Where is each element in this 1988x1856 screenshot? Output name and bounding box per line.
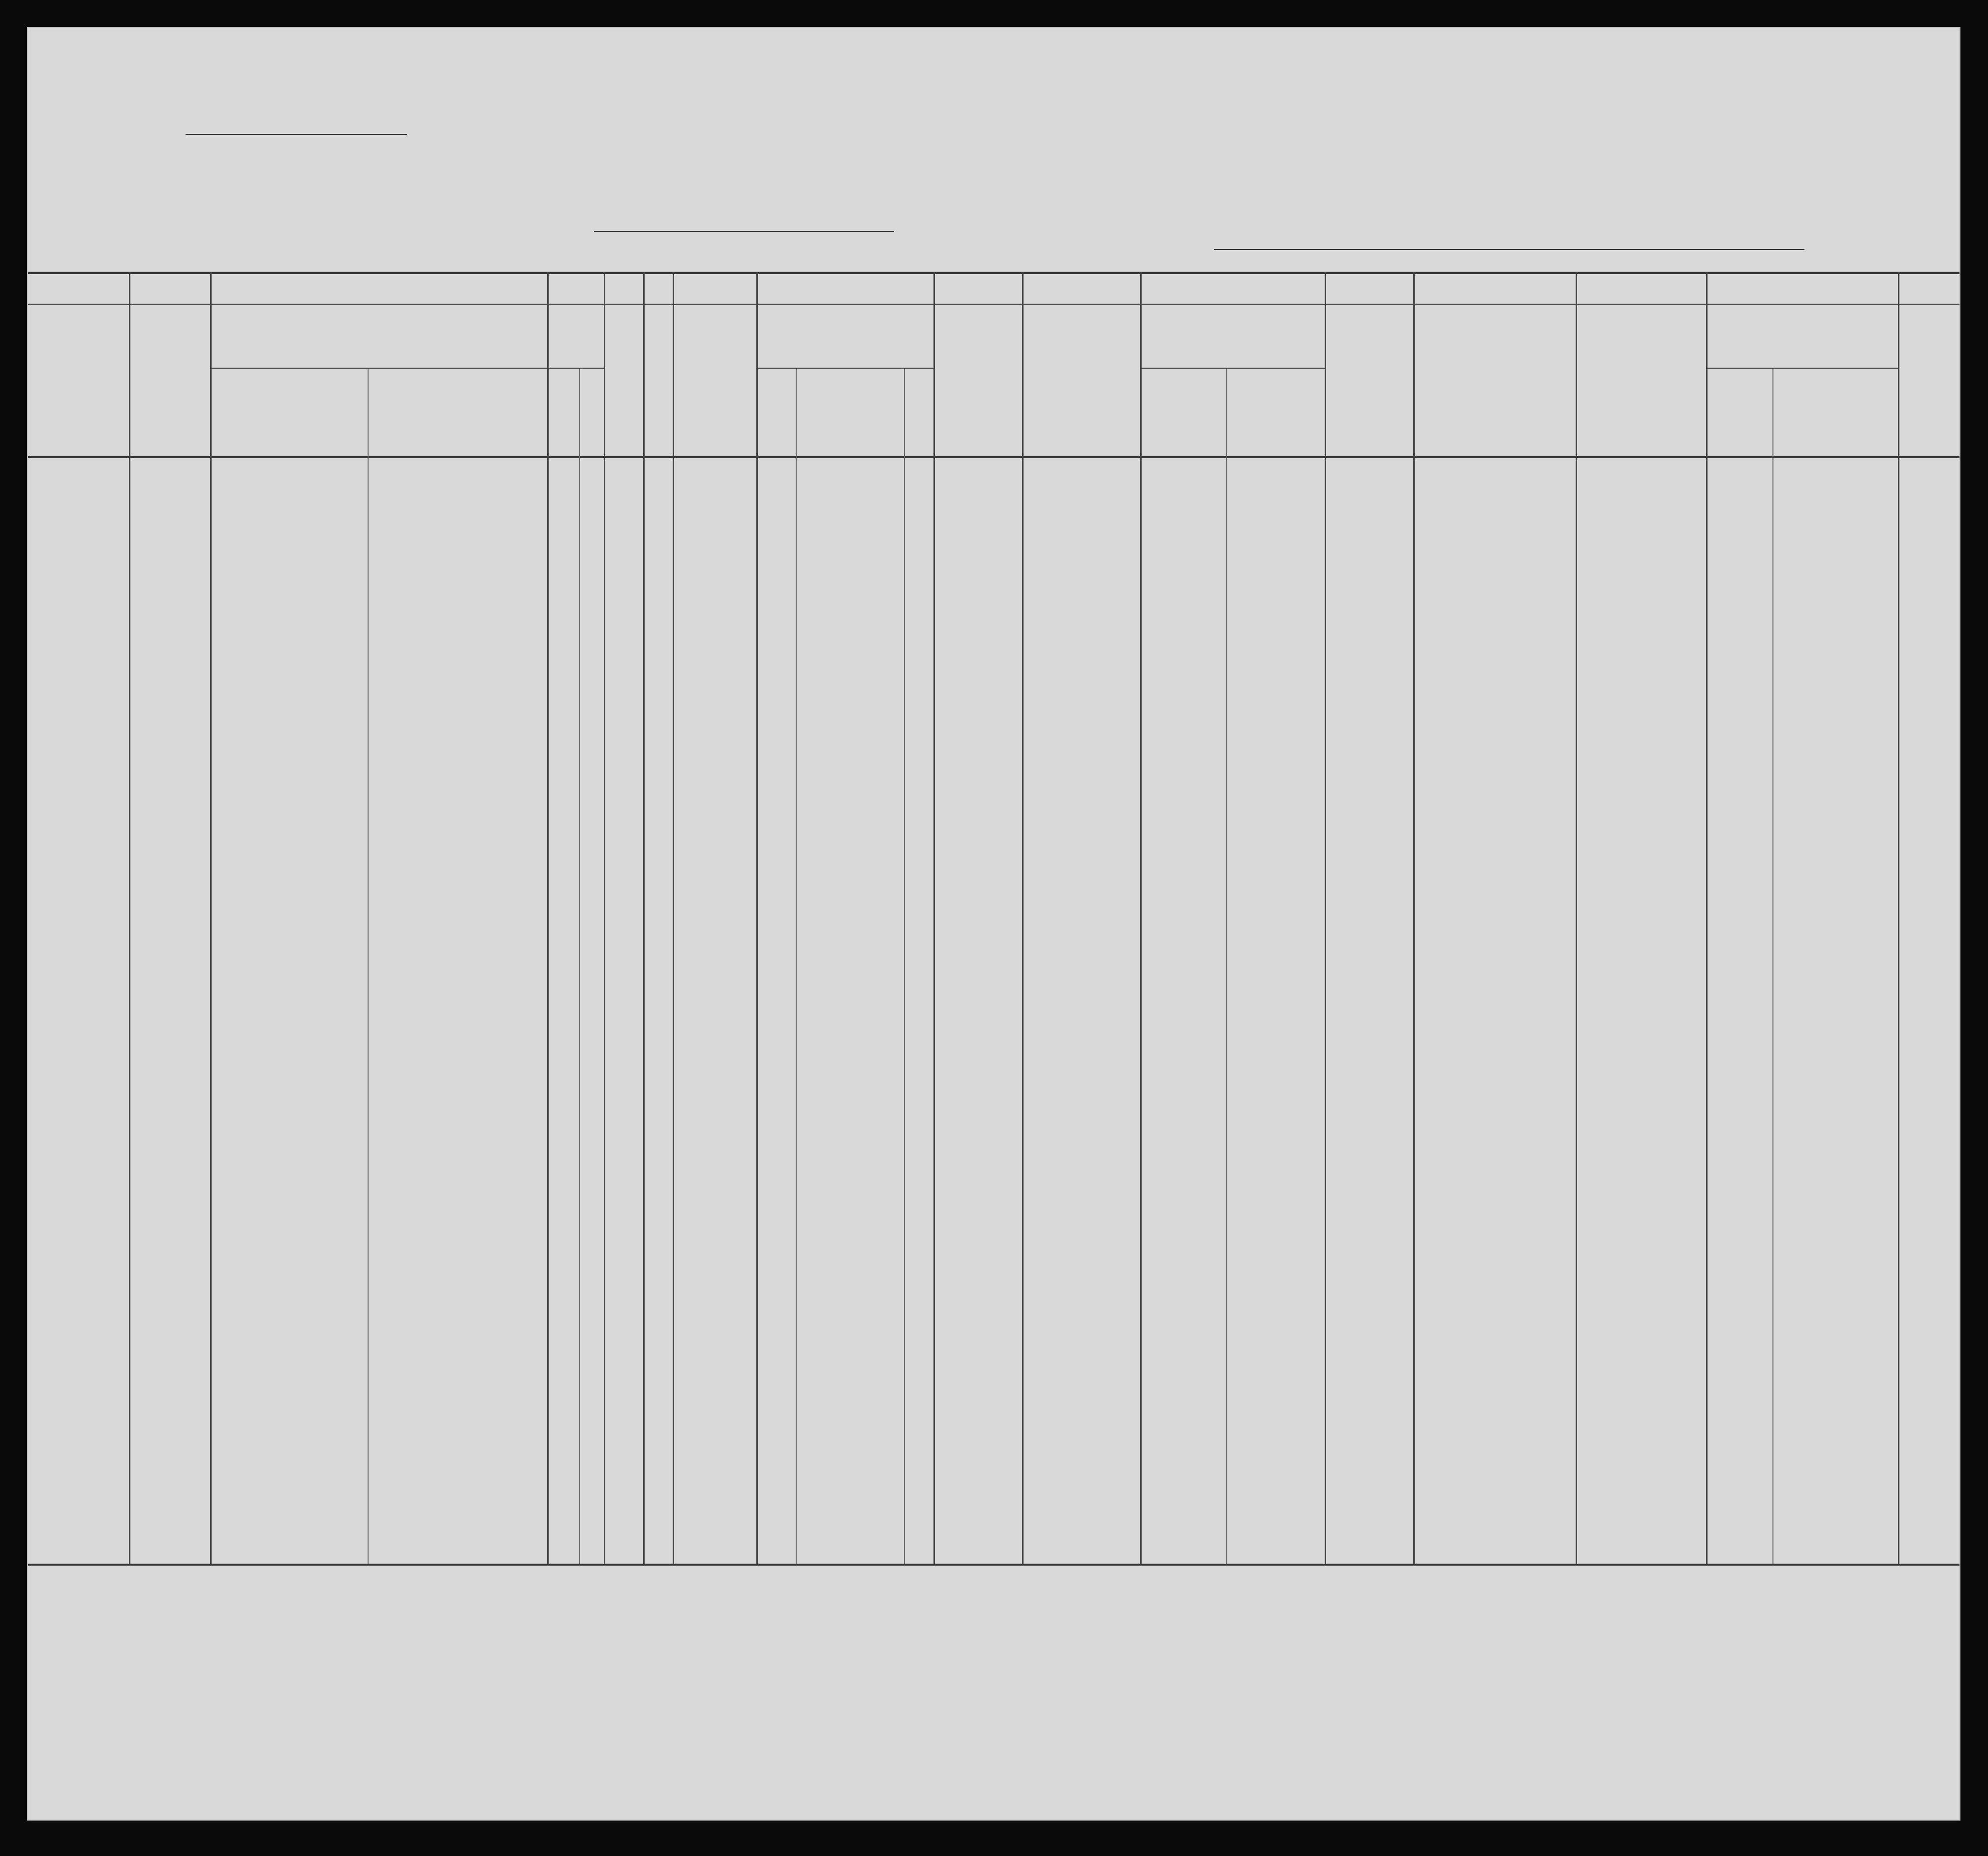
col-divider	[129, 272, 130, 1564]
col-divider	[796, 368, 797, 1564]
col-divider	[1325, 272, 1326, 1564]
subhead-rule	[756, 368, 933, 369]
port-line	[1214, 231, 1804, 250]
col-divider	[673, 272, 674, 1564]
col-divider	[1022, 272, 1024, 1564]
list-note	[186, 134, 407, 135]
table-top-rule	[28, 272, 1959, 274]
header-bottom-rule	[28, 456, 1959, 458]
col-divider	[579, 368, 580, 1564]
col-divider	[1413, 272, 1415, 1564]
col-divider	[1226, 368, 1227, 1564]
colnum-rule	[28, 304, 1959, 305]
col-divider	[643, 272, 645, 1564]
col-divider	[756, 272, 758, 1564]
col-divider	[1140, 272, 1142, 1564]
subhead-rule	[547, 368, 604, 369]
col-divider	[368, 368, 369, 1564]
col-divider	[933, 272, 935, 1564]
col-divider	[1898, 272, 1899, 1564]
table-bottom-rule	[28, 1564, 1959, 1566]
col-divider	[1576, 272, 1577, 1564]
col-divider	[1772, 368, 1773, 1564]
col-divider	[604, 272, 605, 1564]
subhead-rule	[1140, 368, 1325, 369]
col-divider	[904, 368, 905, 1564]
col-divider	[547, 272, 549, 1564]
subhead-rule	[1706, 368, 1898, 369]
ship-name	[594, 231, 894, 232]
manifest-sheet	[27, 27, 1960, 1821]
col-divider	[1706, 272, 1708, 1564]
col-divider	[210, 272, 212, 1564]
subhead-rule	[210, 368, 547, 369]
